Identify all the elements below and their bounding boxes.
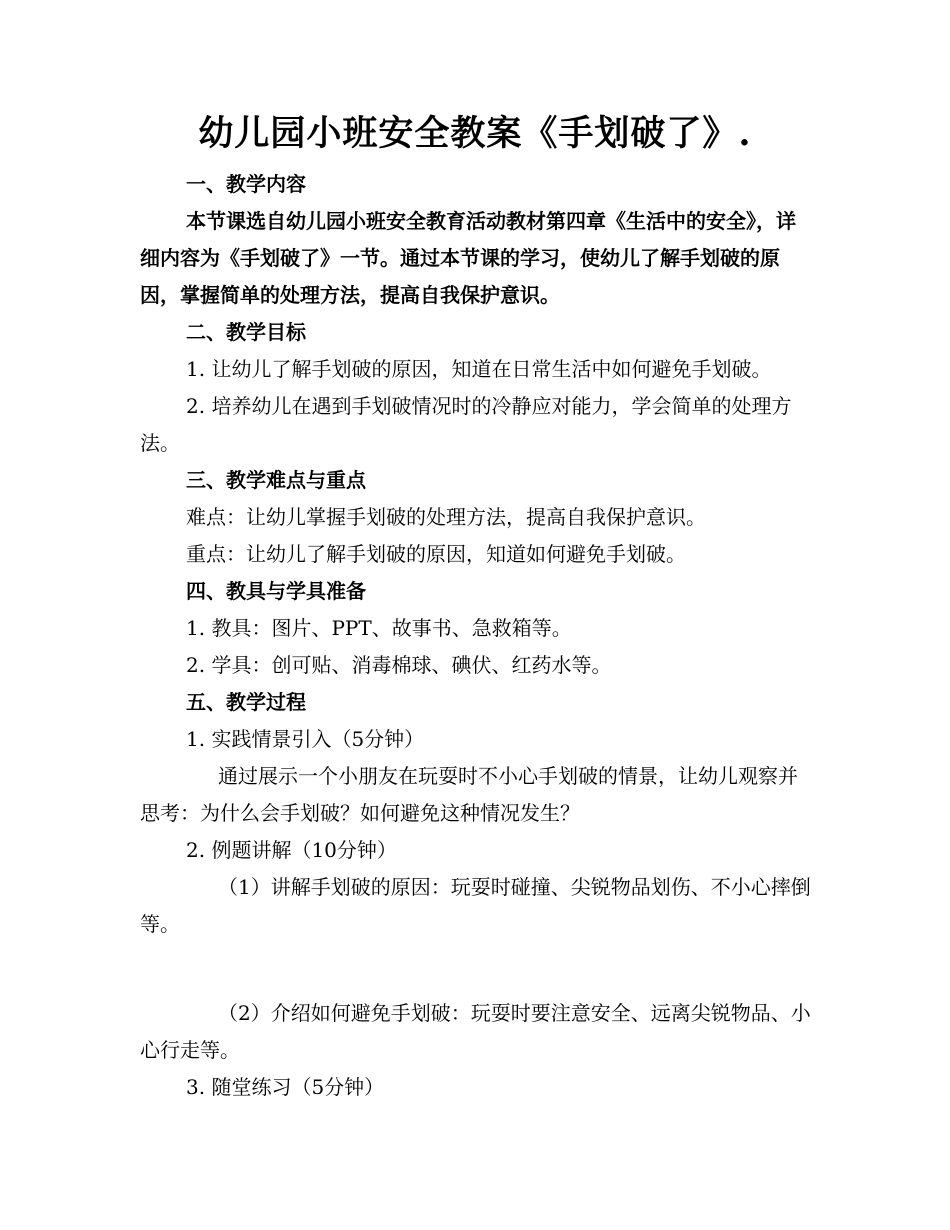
step-paragraph: （1）讲解手划破的原因：玩耍时碰撞、尖锐物品划伤、不小心摔倒等。 (140, 875, 811, 936)
list-item: 1. 教具：图片、PPT、故事书、急救箱等。 (186, 616, 572, 640)
section-heading: 二、教学目标 (186, 320, 306, 344)
list-item: 2. 学具：创可贴、消毒棉球、碘伏、红药水等。 (186, 653, 612, 677)
section-heading: 五、教学过程 (186, 690, 306, 714)
list-item: 重点：让幼儿了解手划破的原因，知道如何避免手划破。 (186, 542, 686, 566)
step-paragraph: （2）介绍如何避免手划破：玩耍时要注意安全、远离尖锐物品、小心行走等。 (140, 1001, 811, 1062)
step-title: 2. 例题讲解（10分钟） (186, 838, 397, 862)
document-title: 幼儿园小班安全教案《手划破了》. (198, 113, 752, 154)
step-title: 3. 随堂练习（5分钟） (186, 1075, 385, 1099)
list-item: 难点：让幼儿掌握手划破的处理方法，提高自我保护意识。 (186, 505, 706, 529)
section-heading: 四、教具与学具准备 (186, 579, 366, 603)
list-item: 1. 让幼儿了解手划破的原因，知道在日常生活中如何避免手划破。 (186, 357, 772, 381)
list-item: 2. 培养幼儿在遇到手划破情况时的冷静应对能力，学会简单的处理方法。 (140, 394, 792, 455)
document-body (140, 166, 812, 1106)
section-heading: 一、教学内容 (186, 172, 306, 196)
spacer (140, 943, 812, 995)
section-paragraph: 本节课选自幼儿园小班安全教育活动教材第四章《生活中的安全》，详细内容为《手划破了》一节。通过本节课的学习，使幼儿了解手划破的原因，掌握简单的处理方法，提高自我保护意识。 (140, 209, 796, 307)
step-paragraph: 通过展示一个小朋友在玩耍时不小心手划破的情景，让幼儿观察并思考：为什么会手划破？如何避免这种情况发生？ (140, 764, 798, 825)
section-heading: 三、教学难点与重点 (186, 468, 366, 492)
step-title: 1. 实践情景引入（5分钟） (186, 727, 425, 751)
